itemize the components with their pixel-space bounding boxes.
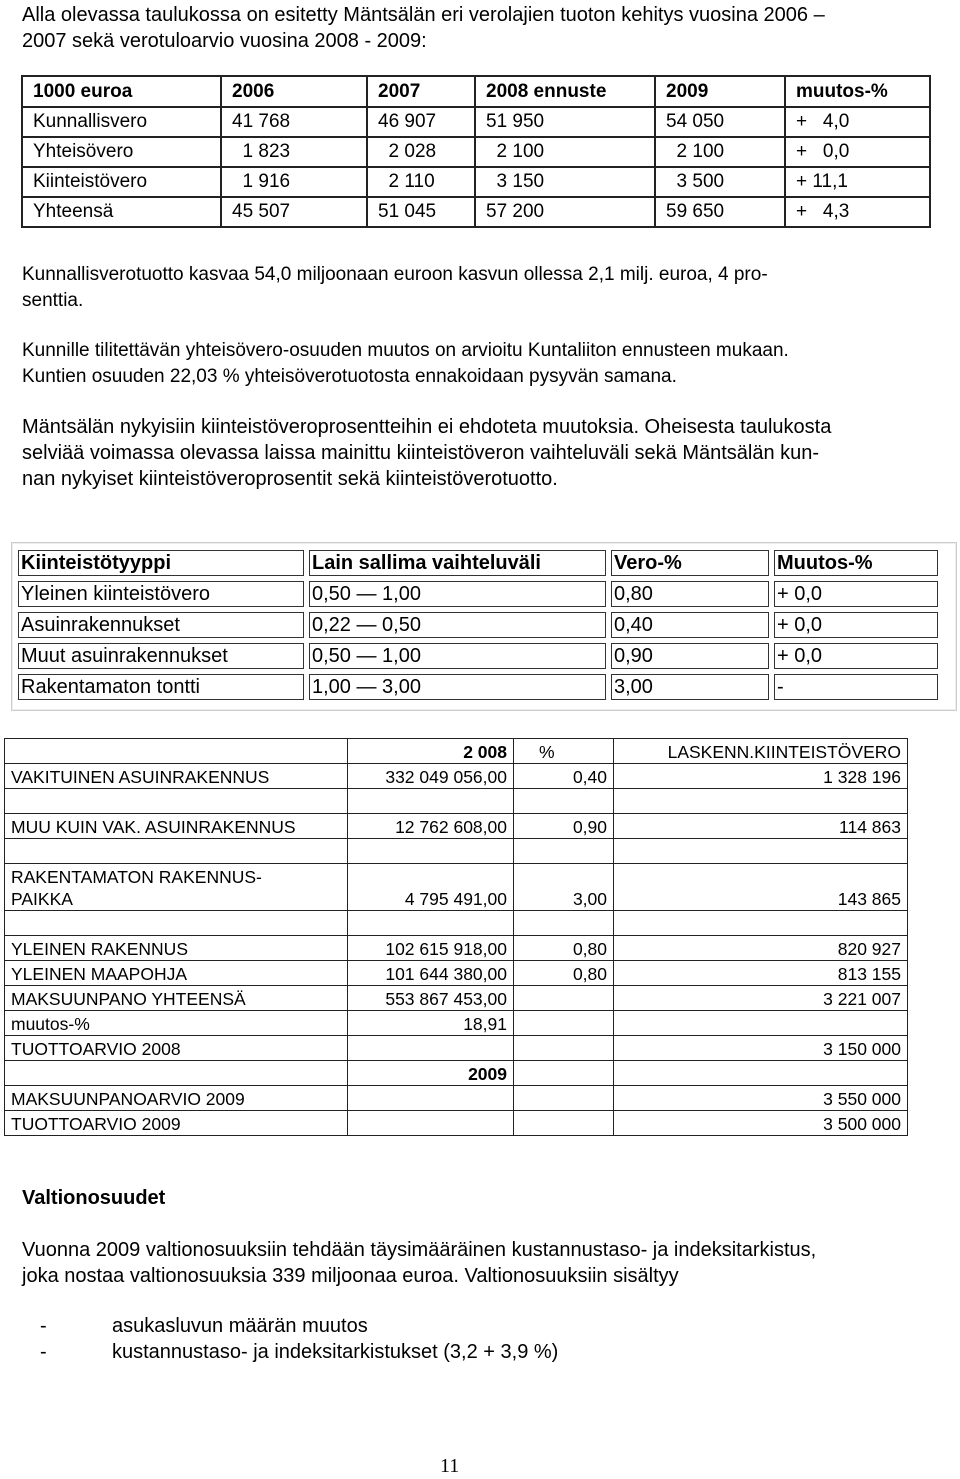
table-header-cell: 1000 euroa: [22, 76, 221, 107]
table-cell: [514, 1061, 614, 1086]
table-cell: [514, 1111, 614, 1136]
table-cell: Kunnallisvero: [22, 107, 221, 137]
paragraph-line: Kuntien osuuden 22,03 % yhteisöverotuotosta ennakoidaan pysyvän samana.: [22, 366, 677, 387]
table-row: [22, 137, 930, 167]
table-cell: 332 049 056,00: [348, 764, 514, 789]
table-cell: + 0,0: [785, 137, 930, 167]
table-cell: 54 050: [655, 107, 785, 137]
table-row: [22, 197, 930, 227]
property-tax-calculation-table: [4, 738, 908, 1136]
table-cell: + 4,0: [785, 107, 930, 137]
paragraph-line: Kunnille tilitettävän yhteisövero-osuuden muutos on arvioitu Kuntaliiton ennusteen mukaan.: [22, 340, 789, 361]
table-header-cell: Vero-%: [611, 550, 769, 576]
table-header-cell: 2006: [221, 76, 367, 107]
table-cell: 41 768: [221, 107, 367, 137]
table-row: [18, 581, 938, 607]
table-cell: 1 328 196: [614, 764, 908, 789]
table-cell: 46 907: [367, 107, 475, 137]
table-cell: 102 615 918,00: [348, 936, 514, 961]
paragraph-line: Mäntsälän nykyisiin kiinteistöveroprosentteihin ei ehdoteta muutoksia. Oheisesta taulukosta: [22, 416, 832, 438]
intro-line-1: Alla olevassa taulukossa on esitetty Mäntsälän eri verolajien tuoton kehitys vuosina 2006 –: [22, 4, 825, 26]
table-row: [5, 864, 908, 911]
table-cell: 4 795 491,00: [348, 864, 514, 911]
table-cell: 114 863: [614, 814, 908, 839]
table-cell: Rakentamaton tontti: [18, 674, 304, 700]
table-cell: 3 150 000: [614, 1036, 908, 1061]
property-tax-table: [13, 545, 943, 705]
table-row: [5, 911, 908, 936]
table-cell: 3,00: [611, 674, 769, 700]
page-number: 11: [440, 1455, 460, 1477]
table-cell: 0,80: [514, 936, 614, 961]
bullet-text: asukasluvun määrän muutos: [112, 1315, 368, 1337]
table-row: [18, 643, 938, 669]
table-cell: Yleinen kiinteistövero: [18, 581, 304, 607]
table-row: [22, 107, 930, 137]
bullet-text: kustannustaso- ja indeksitarkistukset (3,2 + 3,9 %): [112, 1341, 559, 1363]
table-cell: 0,90: [611, 643, 769, 669]
table-cell: 813 155: [614, 961, 908, 986]
intro-line-2: 2007 sekä verotuloarvio vuosina 2008 - 2009:: [22, 30, 427, 52]
table-cell: 553 867 453,00: [348, 986, 514, 1011]
table-cell: [514, 1011, 614, 1036]
table-cell: 3 550 000: [614, 1086, 908, 1111]
cell-label-line: PAIKKA: [11, 889, 73, 909]
table-header-cell: 2009: [655, 76, 785, 107]
table-row: [18, 674, 938, 700]
table-cell: [348, 1111, 514, 1136]
table-cell: + 4,3: [785, 197, 930, 227]
paragraph-line: joka nostaa valtionosuuksia 339 miljoonaa euroa. Valtionosuuksiin sisältyy: [22, 1265, 679, 1287]
table-header-cell: LASKENN.KIINTEISTÖVERO: [614, 739, 908, 764]
table-cell: 3 500 000: [614, 1111, 908, 1136]
table-cell: + 0,0: [774, 643, 938, 669]
table-cell: 820 927: [614, 936, 908, 961]
table-row: [5, 814, 908, 839]
paragraph-line: Kunnallisverotuotto kasvaa 54,0 miljoonaan euroon kasvun ollessa 2,1 milj. euroa, 4 pro-: [22, 264, 768, 285]
table-cell: TUOTTOARVIO 2008: [5, 1036, 348, 1061]
table-cell: MUU KUIN VAK. ASUINRAKENNUS: [5, 814, 348, 839]
table-cell: [348, 1086, 514, 1111]
table-header-cell: muutos-%: [785, 76, 930, 107]
table-cell: [5, 1061, 348, 1086]
table-header-cell: %: [514, 739, 614, 764]
paragraph-line: nan nykyiset kiinteistöveroprosentit sekä kiinteistöverotuotto.: [22, 468, 558, 490]
table-row: [18, 612, 938, 638]
table-cell: 1 916: [221, 167, 367, 197]
table-row: [5, 986, 908, 1011]
table-cell: 2 028: [367, 137, 475, 167]
table-cell: Yhteensä: [22, 197, 221, 227]
table-row: [5, 936, 908, 961]
table-cell: + 0,0: [774, 581, 938, 607]
table-header-row: [5, 739, 908, 764]
section-heading: Valtionosuudet: [22, 1187, 166, 1209]
table-cell: + 0,0: [774, 612, 938, 638]
table-cell: [348, 1036, 514, 1061]
table-cell: 3 221 007: [614, 986, 908, 1011]
table-cell: -: [774, 674, 938, 700]
table-cell: 0,40: [611, 612, 769, 638]
table-cell: 2 100: [475, 137, 655, 167]
table-cell: [514, 1036, 614, 1061]
table-cell: 51 045: [367, 197, 475, 227]
table-cell: 143 865: [614, 864, 908, 911]
table-row: [5, 1036, 908, 1061]
table-cell: VAKITUINEN ASUINRAKENNUS: [5, 764, 348, 789]
table-cell: muutos-%: [5, 1011, 348, 1036]
bullet-dash: -: [40, 1341, 47, 1363]
table-header-cell: Kiinteistötyyppi: [18, 550, 304, 576]
table-cell: 3,00: [514, 864, 614, 911]
table-row: [5, 961, 908, 986]
table-cell: 3 150: [475, 167, 655, 197]
table-cell: [514, 986, 614, 1011]
paragraph-line: senttia.: [22, 290, 84, 311]
table-cell: 3 500: [655, 167, 785, 197]
table-cell: 0,90: [514, 814, 614, 839]
cell-label-line: RAKENTAMATON RAKENNUS-: [11, 867, 262, 887]
table-row: [22, 167, 930, 197]
table-cell: 45 507: [221, 197, 367, 227]
table-cell: 2009: [348, 1061, 514, 1086]
table-row: [5, 1086, 908, 1111]
table-header-row: [18, 550, 938, 576]
table-cell: TUOTTOARVIO 2009: [5, 1111, 348, 1136]
table-cell: 1 823: [221, 137, 367, 167]
table-cell: + 11,1: [785, 167, 930, 197]
table-cell: 59 650: [655, 197, 785, 227]
table-row: [5, 839, 908, 864]
table-cell: 1,00 — 3,00: [309, 674, 606, 700]
table-cell: 0,50 — 1,00: [309, 581, 606, 607]
table-cell: 57 200: [475, 197, 655, 227]
table-cell: 18,91: [348, 1011, 514, 1036]
table-cell: MAKSUUNPANO YHTEENSÄ: [5, 986, 348, 1011]
table-cell: 2 110: [367, 167, 475, 197]
table-cell: Kiinteistövero: [22, 167, 221, 197]
table-row: [5, 789, 908, 814]
table-cell: 2 100: [655, 137, 785, 167]
table-cell: 0,40: [514, 764, 614, 789]
table-cell: Asuinrakennukset: [18, 612, 304, 638]
table-cell: 0,22 — 0,50: [309, 612, 606, 638]
paragraph-line: selviää voimassa olevassa laissa mainittu kiinteistöveron vaihteluväli sekä Mäntsälän kun-: [22, 442, 820, 464]
table-cell: Muut asuinrakennukset: [18, 643, 304, 669]
table-header-cell: 2008 ennuste: [475, 76, 655, 107]
table-header-cell: Muutos-%: [774, 550, 938, 576]
table-row: [5, 764, 908, 789]
table-row: [5, 1011, 908, 1036]
table-header-cell: 2 008: [348, 739, 514, 764]
table-row: [5, 1061, 908, 1086]
table-cell: 0,80: [514, 961, 614, 986]
bullet-dash: -: [40, 1315, 47, 1337]
table-row: [5, 1111, 908, 1136]
table-cell: 0,80: [611, 581, 769, 607]
tax-revenue-table: [21, 75, 931, 228]
table-header-row: [22, 76, 930, 107]
paragraph-line: Vuonna 2009 valtionosuuksiin tehdään täysimääräinen kustannustaso- ja indeksitarkistus,: [22, 1239, 817, 1261]
table-cell: [514, 1086, 614, 1111]
table-cell: YLEINEN RAKENNUS: [5, 936, 348, 961]
table-cell: [614, 1011, 908, 1036]
table-cell: 12 762 608,00: [348, 814, 514, 839]
table-header-cell: Lain sallima vaihteluväli: [309, 550, 606, 576]
table-cell: Yhteisövero: [22, 137, 221, 167]
table-cell: YLEINEN MAAPOHJA: [5, 961, 348, 986]
table-cell: [5, 864, 348, 911]
table-header-cell: 2007: [367, 76, 475, 107]
table-cell: 101 644 380,00: [348, 961, 514, 986]
table-cell: [614, 1061, 908, 1086]
table-cell: 0,50 — 1,00: [309, 643, 606, 669]
table-cell: MAKSUUNPANOARVIO 2009: [5, 1086, 348, 1111]
table-cell: 51 950: [475, 107, 655, 137]
table-header-cell: [5, 739, 348, 764]
